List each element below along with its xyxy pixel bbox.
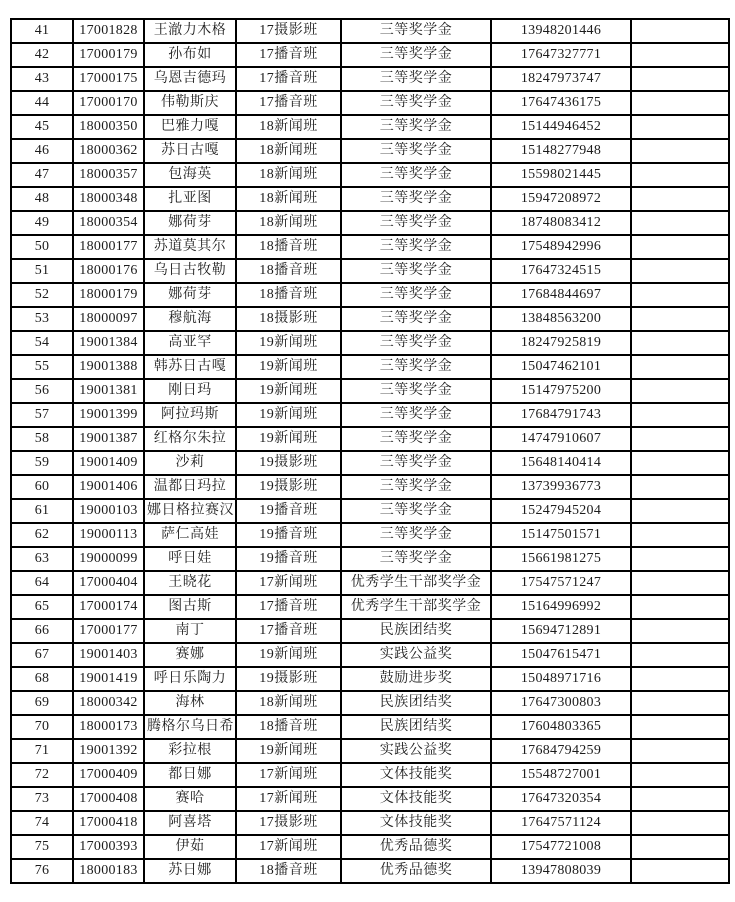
award-cell: 三等奖学金	[341, 139, 491, 163]
phone-cell: 15247945204	[491, 499, 631, 523]
award-cell: 三等奖学金	[341, 427, 491, 451]
student-id-cell: 19001406	[73, 475, 144, 499]
table-row	[11, 427, 729, 451]
empty-note-cell	[631, 499, 729, 523]
row-number-cell: 51	[11, 259, 73, 283]
student-id-cell: 18000179	[73, 283, 144, 307]
phone-cell: 15598021445	[491, 163, 631, 187]
empty-note-cell	[631, 643, 729, 667]
phone-cell: 15648140414	[491, 451, 631, 475]
phone-cell: 13948201446	[491, 19, 631, 43]
student-id-cell: 18000350	[73, 115, 144, 139]
student-name-cell: 包海英	[144, 163, 236, 187]
award-cell: 三等奖学金	[341, 115, 491, 139]
phone-cell: 17548942996	[491, 235, 631, 259]
student-name-cell: 呼日乐陶力	[144, 667, 236, 691]
phone-cell: 15048971716	[491, 667, 631, 691]
phone-cell: 15148277948	[491, 139, 631, 163]
class-cell: 19新闻班	[236, 643, 341, 667]
table-row	[11, 763, 729, 787]
student-id-cell: 17000170	[73, 91, 144, 115]
phone-cell: 17547721008	[491, 835, 631, 859]
student-name-cell: 苏道莫其尔	[144, 235, 236, 259]
student-id-cell: 17000393	[73, 835, 144, 859]
scholarship-table-body	[11, 19, 729, 883]
phone-cell: 15548727001	[491, 763, 631, 787]
empty-note-cell	[631, 187, 729, 211]
class-cell: 17播音班	[236, 91, 341, 115]
row-number-cell: 42	[11, 43, 73, 67]
table-row	[11, 667, 729, 691]
class-cell: 19新闻班	[236, 379, 341, 403]
student-id-cell: 17000177	[73, 619, 144, 643]
empty-note-cell	[631, 331, 729, 355]
empty-note-cell	[631, 163, 729, 187]
student-id-cell: 17000175	[73, 67, 144, 91]
phone-cell: 17647320354	[491, 787, 631, 811]
student-id-cell: 19000099	[73, 547, 144, 571]
table-row	[11, 211, 729, 235]
award-cell: 三等奖学金	[341, 187, 491, 211]
empty-note-cell	[631, 259, 729, 283]
phone-cell: 15661981275	[491, 547, 631, 571]
class-cell: 18新闻班	[236, 163, 341, 187]
class-cell: 17播音班	[236, 67, 341, 91]
student-id-cell: 19001387	[73, 427, 144, 451]
row-number-cell: 65	[11, 595, 73, 619]
row-number-cell: 43	[11, 67, 73, 91]
award-cell: 三等奖学金	[341, 307, 491, 331]
class-cell: 19新闻班	[236, 355, 341, 379]
empty-note-cell	[631, 571, 729, 595]
class-cell: 17新闻班	[236, 571, 341, 595]
student-name-cell: 海林	[144, 691, 236, 715]
student-name-cell: 韩苏日古嘎	[144, 355, 236, 379]
empty-note-cell	[631, 115, 729, 139]
row-number-cell: 41	[11, 19, 73, 43]
student-id-cell: 19001419	[73, 667, 144, 691]
class-cell: 19新闻班	[236, 403, 341, 427]
student-id-cell: 19001403	[73, 643, 144, 667]
award-cell: 三等奖学金	[341, 259, 491, 283]
student-name-cell: 呼日娃	[144, 547, 236, 571]
phone-cell: 15047462101	[491, 355, 631, 379]
student-name-cell: 乌恩吉德玛	[144, 67, 236, 91]
student-id-cell: 19000113	[73, 523, 144, 547]
class-cell: 17播音班	[236, 619, 341, 643]
phone-cell: 15947208972	[491, 187, 631, 211]
class-cell: 19新闻班	[236, 427, 341, 451]
row-number-cell: 75	[11, 835, 73, 859]
row-number-cell: 54	[11, 331, 73, 355]
student-id-cell: 19001381	[73, 379, 144, 403]
student-name-cell: 萨仁高娃	[144, 523, 236, 547]
phone-cell: 17684791743	[491, 403, 631, 427]
phone-cell: 14747910607	[491, 427, 631, 451]
award-cell: 实践公益奖	[341, 643, 491, 667]
student-name-cell: 乌日古牧勒	[144, 259, 236, 283]
student-id-cell: 17000174	[73, 595, 144, 619]
table-row	[11, 547, 729, 571]
table-row	[11, 643, 729, 667]
empty-note-cell	[631, 307, 729, 331]
student-id-cell: 18000354	[73, 211, 144, 235]
class-cell: 17新闻班	[236, 835, 341, 859]
empty-note-cell	[631, 739, 729, 763]
row-number-cell: 71	[11, 739, 73, 763]
row-number-cell: 59	[11, 451, 73, 475]
empty-note-cell	[631, 91, 729, 115]
table-row	[11, 115, 729, 139]
student-name-cell: 沙莉	[144, 451, 236, 475]
award-cell: 三等奖学金	[341, 547, 491, 571]
class-cell: 18播音班	[236, 715, 341, 739]
row-number-cell: 49	[11, 211, 73, 235]
phone-cell: 17647436175	[491, 91, 631, 115]
student-name-cell: 娜荷芽	[144, 283, 236, 307]
class-cell: 18新闻班	[236, 211, 341, 235]
table-row	[11, 859, 729, 883]
phone-cell: 17684844697	[491, 283, 631, 307]
award-cell: 实践公益奖	[341, 739, 491, 763]
student-id-cell: 19001399	[73, 403, 144, 427]
table-row	[11, 355, 729, 379]
class-cell: 18新闻班	[236, 187, 341, 211]
row-number-cell: 50	[11, 235, 73, 259]
row-number-cell: 66	[11, 619, 73, 643]
empty-note-cell	[631, 19, 729, 43]
table-row	[11, 691, 729, 715]
row-number-cell: 45	[11, 115, 73, 139]
class-cell: 17新闻班	[236, 763, 341, 787]
student-id-cell: 19001384	[73, 331, 144, 355]
award-cell: 三等奖学金	[341, 331, 491, 355]
student-name-cell: 图古斯	[144, 595, 236, 619]
student-name-cell: 娜日格拉赛汉	[144, 499, 236, 523]
empty-note-cell	[631, 451, 729, 475]
phone-cell: 13947808039	[491, 859, 631, 883]
phone-cell: 17604803365	[491, 715, 631, 739]
student-id-cell: 17000404	[73, 571, 144, 595]
class-cell: 19摄影班	[236, 475, 341, 499]
table-row	[11, 715, 729, 739]
student-name-cell: 温都日玛拉	[144, 475, 236, 499]
student-name-cell: 苏日古嘎	[144, 139, 236, 163]
empty-note-cell	[631, 355, 729, 379]
table-row	[11, 403, 729, 427]
phone-cell: 17647324515	[491, 259, 631, 283]
award-cell: 三等奖学金	[341, 67, 491, 91]
student-id-cell: 18000348	[73, 187, 144, 211]
student-name-cell: 阿喜塔	[144, 811, 236, 835]
award-cell: 优秀学生干部奖学金	[341, 571, 491, 595]
row-number-cell: 68	[11, 667, 73, 691]
phone-cell: 15147975200	[491, 379, 631, 403]
award-cell: 三等奖学金	[341, 475, 491, 499]
award-cell: 三等奖学金	[341, 43, 491, 67]
empty-note-cell	[631, 691, 729, 715]
student-id-cell: 19001409	[73, 451, 144, 475]
table-row	[11, 835, 729, 859]
row-number-cell: 44	[11, 91, 73, 115]
empty-note-cell	[631, 787, 729, 811]
empty-note-cell	[631, 619, 729, 643]
student-name-cell: 娜荷芽	[144, 211, 236, 235]
table-row	[11, 787, 729, 811]
class-cell: 17播音班	[236, 43, 341, 67]
award-cell: 三等奖学金	[341, 451, 491, 475]
table-row	[11, 307, 729, 331]
student-id-cell: 19001392	[73, 739, 144, 763]
table-row	[11, 187, 729, 211]
student-id-cell: 18000183	[73, 859, 144, 883]
class-cell: 18播音班	[236, 235, 341, 259]
award-cell: 三等奖学金	[341, 19, 491, 43]
row-number-cell: 46	[11, 139, 73, 163]
empty-note-cell	[631, 715, 729, 739]
award-cell: 三等奖学金	[341, 211, 491, 235]
student-name-cell: 南丁	[144, 619, 236, 643]
award-cell: 三等奖学金	[341, 235, 491, 259]
empty-note-cell	[631, 283, 729, 307]
row-number-cell: 48	[11, 187, 73, 211]
empty-note-cell	[631, 43, 729, 67]
student-id-cell: 18000362	[73, 139, 144, 163]
student-id-cell: 17000418	[73, 811, 144, 835]
empty-note-cell	[631, 475, 729, 499]
empty-note-cell	[631, 379, 729, 403]
award-cell: 民族团结奖	[341, 715, 491, 739]
student-id-cell: 18000173	[73, 715, 144, 739]
student-id-cell: 18000342	[73, 691, 144, 715]
student-name-cell: 苏日娜	[144, 859, 236, 883]
table-row	[11, 499, 729, 523]
row-number-cell: 53	[11, 307, 73, 331]
phone-cell: 15144946452	[491, 115, 631, 139]
phone-cell: 18247925819	[491, 331, 631, 355]
student-name-cell: 巴雅力嘎	[144, 115, 236, 139]
row-number-cell: 64	[11, 571, 73, 595]
row-number-cell: 73	[11, 787, 73, 811]
class-cell: 19新闻班	[236, 739, 341, 763]
class-cell: 19摄影班	[236, 667, 341, 691]
table-row	[11, 475, 729, 499]
student-name-cell: 高亚罕	[144, 331, 236, 355]
table-row	[11, 811, 729, 835]
class-cell: 17摄影班	[236, 811, 341, 835]
table-row	[11, 19, 729, 43]
phone-cell: 17647327771	[491, 43, 631, 67]
row-number-cell: 72	[11, 763, 73, 787]
row-number-cell: 62	[11, 523, 73, 547]
row-number-cell: 67	[11, 643, 73, 667]
phone-cell: 15694712891	[491, 619, 631, 643]
class-cell: 17播音班	[236, 595, 341, 619]
award-cell: 三等奖学金	[341, 91, 491, 115]
student-name-cell: 赛哈	[144, 787, 236, 811]
student-name-cell: 伊茹	[144, 835, 236, 859]
empty-note-cell	[631, 427, 729, 451]
award-cell: 优秀学生干部奖学金	[341, 595, 491, 619]
phone-cell: 17647300803	[491, 691, 631, 715]
award-cell: 优秀品德奖	[341, 859, 491, 883]
student-name-cell: 腾格尔乌日希	[144, 715, 236, 739]
phone-cell: 17647571124	[491, 811, 631, 835]
row-number-cell: 55	[11, 355, 73, 379]
student-name-cell: 阿拉玛斯	[144, 403, 236, 427]
row-number-cell: 58	[11, 427, 73, 451]
award-cell: 三等奖学金	[341, 403, 491, 427]
table-row	[11, 595, 729, 619]
phone-cell: 13739936773	[491, 475, 631, 499]
empty-note-cell	[631, 835, 729, 859]
award-cell: 鼓励进步奖	[341, 667, 491, 691]
student-name-cell: 扎亚图	[144, 187, 236, 211]
table-row	[11, 739, 729, 763]
table-row	[11, 571, 729, 595]
class-cell: 17摄影班	[236, 19, 341, 43]
student-name-cell: 刚日玛	[144, 379, 236, 403]
student-name-cell: 赛娜	[144, 643, 236, 667]
class-cell: 18新闻班	[236, 139, 341, 163]
empty-note-cell	[631, 763, 729, 787]
row-number-cell: 56	[11, 379, 73, 403]
class-cell: 19播音班	[236, 499, 341, 523]
row-number-cell: 61	[11, 499, 73, 523]
phone-cell: 18748083412	[491, 211, 631, 235]
table-row	[11, 43, 729, 67]
award-cell: 文体技能奖	[341, 763, 491, 787]
award-cell: 三等奖学金	[341, 499, 491, 523]
row-number-cell: 70	[11, 715, 73, 739]
student-id-cell: 17000409	[73, 763, 144, 787]
award-cell: 文体技能奖	[341, 811, 491, 835]
empty-note-cell	[631, 523, 729, 547]
student-id-cell: 17000408	[73, 787, 144, 811]
award-cell: 三等奖学金	[341, 379, 491, 403]
class-cell: 19新闻班	[236, 331, 341, 355]
empty-note-cell	[631, 403, 729, 427]
class-cell: 18播音班	[236, 859, 341, 883]
table-row	[11, 139, 729, 163]
class-cell: 18摄影班	[236, 307, 341, 331]
student-name-cell: 红格尔朱拉	[144, 427, 236, 451]
row-number-cell: 63	[11, 547, 73, 571]
student-name-cell: 孙布如	[144, 43, 236, 67]
empty-note-cell	[631, 547, 729, 571]
class-cell: 19播音班	[236, 547, 341, 571]
student-id-cell: 18000357	[73, 163, 144, 187]
empty-note-cell	[631, 235, 729, 259]
student-id-cell: 19000103	[73, 499, 144, 523]
empty-note-cell	[631, 667, 729, 691]
student-id-cell: 18000177	[73, 235, 144, 259]
award-cell: 民族团结奖	[341, 619, 491, 643]
class-cell: 19摄影班	[236, 451, 341, 475]
phone-cell: 17547571247	[491, 571, 631, 595]
row-number-cell: 52	[11, 283, 73, 307]
class-cell: 19播音班	[236, 523, 341, 547]
table-row	[11, 163, 729, 187]
class-cell: 18新闻班	[236, 691, 341, 715]
award-cell: 三等奖学金	[341, 355, 491, 379]
empty-note-cell	[631, 211, 729, 235]
phone-cell: 13848563200	[491, 307, 631, 331]
student-name-cell: 彩拉根	[144, 739, 236, 763]
student-id-cell: 18000176	[73, 259, 144, 283]
table-row	[11, 91, 729, 115]
phone-cell: 15164996992	[491, 595, 631, 619]
award-cell: 三等奖学金	[341, 163, 491, 187]
empty-note-cell	[631, 67, 729, 91]
award-cell: 文体技能奖	[341, 787, 491, 811]
row-number-cell: 74	[11, 811, 73, 835]
phone-cell: 15047615471	[491, 643, 631, 667]
row-number-cell: 69	[11, 691, 73, 715]
table-row	[11, 379, 729, 403]
class-cell: 18播音班	[236, 259, 341, 283]
table-row	[11, 235, 729, 259]
scholarship-table	[10, 18, 730, 884]
award-cell: 三等奖学金	[341, 523, 491, 547]
table-row	[11, 259, 729, 283]
table-row	[11, 451, 729, 475]
row-number-cell: 57	[11, 403, 73, 427]
empty-note-cell	[631, 139, 729, 163]
empty-note-cell	[631, 811, 729, 835]
table-row	[11, 67, 729, 91]
award-cell: 民族团结奖	[341, 691, 491, 715]
empty-note-cell	[631, 859, 729, 883]
student-id-cell: 17001828	[73, 19, 144, 43]
student-id-cell: 18000097	[73, 307, 144, 331]
table-row	[11, 283, 729, 307]
class-cell: 17新闻班	[236, 787, 341, 811]
row-number-cell: 47	[11, 163, 73, 187]
table-row	[11, 331, 729, 355]
student-id-cell: 19001388	[73, 355, 144, 379]
class-cell: 18新闻班	[236, 115, 341, 139]
student-name-cell: 都日娜	[144, 763, 236, 787]
empty-note-cell	[631, 595, 729, 619]
student-name-cell: 王澈力木格	[144, 19, 236, 43]
award-cell: 优秀品德奖	[341, 835, 491, 859]
row-number-cell: 60	[11, 475, 73, 499]
student-name-cell: 伟勒斯庆	[144, 91, 236, 115]
phone-cell: 17684794259	[491, 739, 631, 763]
student-id-cell: 17000179	[73, 43, 144, 67]
table-row	[11, 619, 729, 643]
phone-cell: 15147501571	[491, 523, 631, 547]
table-row	[11, 523, 729, 547]
row-number-cell: 76	[11, 859, 73, 883]
phone-cell: 18247973747	[491, 67, 631, 91]
class-cell: 18播音班	[236, 283, 341, 307]
award-cell: 三等奖学金	[341, 283, 491, 307]
student-name-cell: 王晓花	[144, 571, 236, 595]
student-name-cell: 穆航海	[144, 307, 236, 331]
